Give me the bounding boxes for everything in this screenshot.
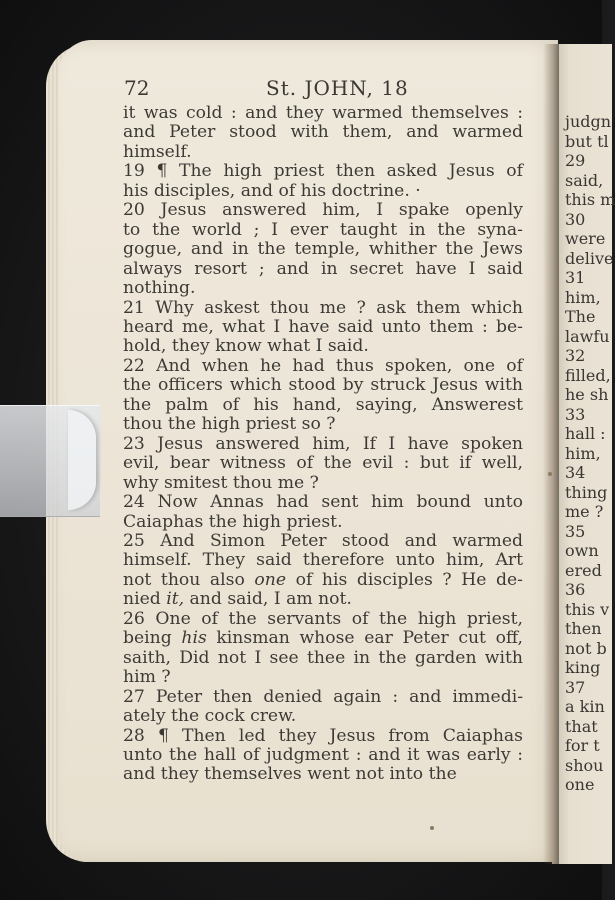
text-line: why smitest thou me ? [123,472,319,493]
facing-page-line: this v [565,599,610,619]
facing-page-line: judgn [565,112,612,131]
book-gutter [543,44,559,864]
facing-page-line: one [565,775,595,794]
text-line: him ? [123,667,171,688]
facing-page-line: hall : [565,424,606,443]
text-line: 23 Jesus answered him, If I have spoken [123,433,523,454]
facing-page-line: he sh [565,385,609,404]
running-head: St. JOHN, 18 [266,76,409,100]
text-line: ately the cock crew. [123,706,297,727]
text-line: not thou also one of his disciples ? He de- [123,569,523,590]
text-line: nied it, and said, I am not. [123,589,352,610]
facing-page-line: this m [565,190,615,209]
text-line: 20 Jesus answered him, I spake openly [123,200,523,221]
facing-page-line: for t [565,736,600,755]
text-line: the officers which stood by struck Jesus with [123,375,523,396]
text-line: his disciples, and of his doctrine. · [123,180,421,201]
text-line: 28 ¶ Then led they Jesus from Caiaphas [123,725,523,746]
facing-page-line: shou [565,755,604,775]
text-line: 22 And when he had thus spoken, one of [123,355,523,376]
page-spot [430,826,434,830]
facing-page-line: that [565,716,598,736]
facing-page-line: filled, [565,365,611,385]
text-line: himself. [123,141,192,162]
text-line: it was cold : and they warmed themselves : [123,103,523,123]
text-line: unto the hall of judgment : and it was early : [123,744,523,765]
text-line: to the world ; I ever taught in the syna- [123,219,523,240]
text-line: himself. They said therefore unto him, Art [123,550,523,571]
facing-page-line: him, [565,287,601,307]
facing-page-line: were [565,229,606,248]
facing-page-line: him, [565,443,601,463]
text-line: always resort ; and in secret have I said [123,258,523,279]
page-clip-curve [68,410,96,510]
facing-page-line: but tl [565,131,609,151]
facing-page-line: The [565,307,596,326]
page-spot [548,472,552,476]
facing-page-line: then [565,619,602,638]
facing-page-line: thing [565,482,608,502]
facing-page-line: 33 [565,404,586,424]
facing-page-line: 31 [565,268,586,287]
facing-page-line: 30 [565,209,586,229]
facing-page-line: king [565,658,601,677]
text-line: and Peter stood with them, and warmed [123,122,523,143]
facing-page-line: not b [565,638,607,658]
text-line: 24 Now Annas had sent him bound unto [123,492,523,513]
page-number: 72 [124,76,150,100]
text-line: 25 And Simon Peter stood and warmed [123,530,523,551]
facing-page-line: ered [565,560,602,580]
text-line: evil, bear witness of the evil : but if well, [123,453,523,474]
facing-page-line: 29 [565,151,586,170]
facing-page-line: me ? [565,502,604,521]
facing-page-line: 32 [565,346,586,365]
facing-page-line: lawfu [565,326,610,346]
text-line: 26 One of the servants of the high priest, [123,608,523,629]
text-line: being his kinsman whose ear Peter cut off, [123,628,523,649]
text-line: the palm of his hand, saying, Answerest [123,394,523,415]
text-line: thou the high priest so ? [123,414,336,435]
facing-page-line: 37 [565,677,586,697]
text-line: gogue, and in the temple, whither the Jews [123,239,523,260]
text-line: saith, Did not I see thee in the garden with [123,647,523,668]
text-line: and they themselves went not into the [123,764,457,785]
facing-page-line: a kin [565,697,605,716]
text-line: hold, they know what I said. [123,336,369,357]
facing-page-line: 35 [565,521,586,541]
text-line: 21 Why askest thou me ? ask them which [123,297,523,318]
facing-page-line: delive [565,248,614,268]
text-line: 27 Peter then denied again : and immedi- [123,686,523,707]
text-line: nothing. [123,278,196,299]
text-line: heard me, what I have said unto them : be- [123,316,523,337]
scripture-text [123,104,523,785]
text-line: Caiaphas the high priest. [123,511,343,532]
facing-page-line: 34 [565,463,586,482]
page-header [118,76,528,102]
facing-page-text [565,112,615,795]
facing-page-line: own [565,541,599,560]
facing-page-line: said, [565,170,604,190]
text-line: 19 ¶ The high priest then asked Jesus of [123,161,523,182]
facing-page-line: 36 [565,580,586,599]
